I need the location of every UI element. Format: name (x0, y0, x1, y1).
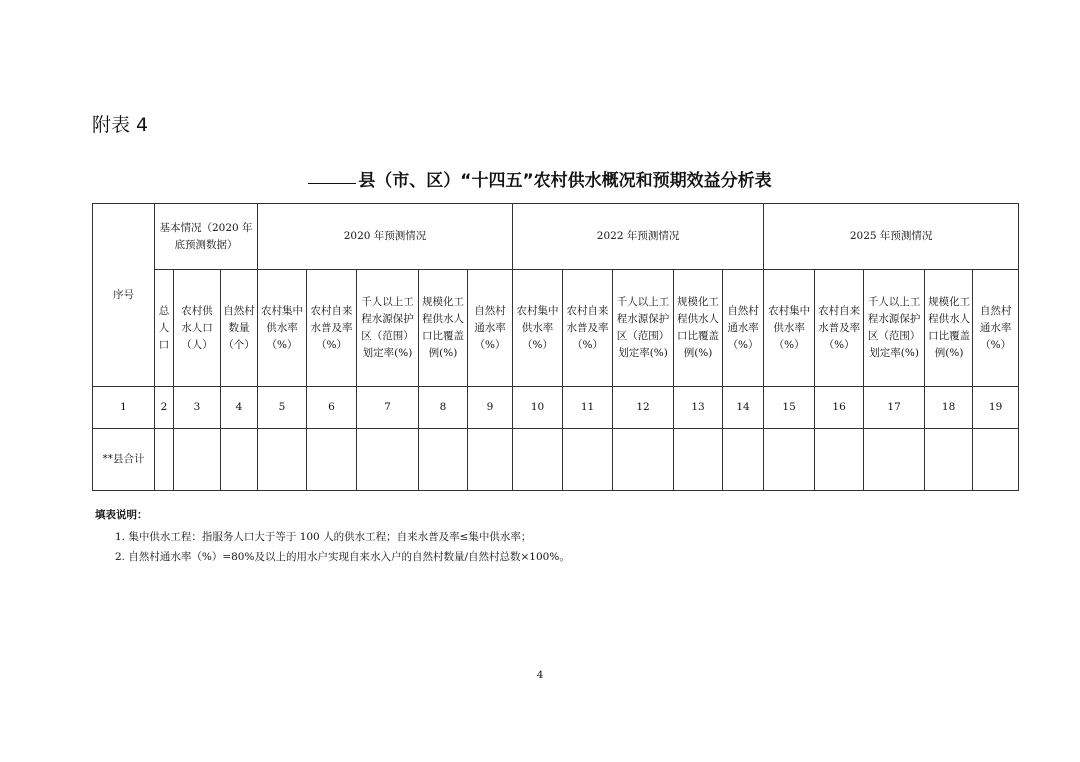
header-2022-tap-water: 农村自来水普及率（%） (563, 270, 613, 387)
header-2025-village-access: 自然村通水率（%） (973, 270, 1019, 387)
header-basic-text: 基本情况（2020 年底预测数据） (159, 221, 253, 251)
header-2022-source-protection: 千人以上工程水源保护区（范围）划定率(%) (613, 270, 674, 387)
col-number: 17 (864, 387, 925, 429)
col-number: 9 (468, 387, 513, 429)
header-2025-tap-water: 农村自来水普及率（%） (815, 270, 864, 387)
table-cell[interactable] (723, 429, 764, 491)
table-cell[interactable] (674, 429, 723, 491)
table-cell[interactable] (973, 429, 1019, 491)
header-2020-source-protection: 千人以上工程水源保护区（范围）划定率(%) (357, 270, 419, 387)
header-2025-source-protection: 千人以上工程水源保护区（范围）划定率(%) (864, 270, 925, 387)
col-number: 8 (419, 387, 468, 429)
col-number: 1 (93, 387, 155, 429)
table-cell[interactable] (864, 429, 925, 491)
header-2022-group: 2022 年预测情况 (513, 204, 764, 270)
table-cell[interactable] (155, 429, 174, 491)
header-row-2 (93, 270, 1019, 387)
table-cell[interactable] (925, 429, 973, 491)
col-number: 5 (258, 387, 307, 429)
header-2025-scale-coverage: 规模化工程供水人口比覆盖例(%) (925, 270, 973, 387)
header-2022-scale-coverage: 规模化工程供水人口比覆盖例(%) (674, 270, 723, 387)
col-number: 6 (307, 387, 357, 429)
col-number: 18 (925, 387, 973, 429)
header-seq: 序号 (93, 204, 155, 387)
col-number: 12 (613, 387, 674, 429)
header-2020-group: 2020 年预测情况 (258, 204, 513, 270)
col-number: 19 (973, 387, 1019, 429)
header-2022-village-access: 自然村通水率（%） (723, 270, 764, 387)
header-2020-scale-coverage: 规模化工程供水人口比覆盖例(%) (419, 270, 468, 387)
header-2020-tap-water: 农村自来水普及率（%） (307, 270, 357, 387)
col-number: 15 (764, 387, 815, 429)
county-total-label: **县合计 (93, 429, 155, 491)
table-cell[interactable] (419, 429, 468, 491)
col-number: 13 (674, 387, 723, 429)
col-number: 10 (513, 387, 563, 429)
page-title (0, 166, 1080, 191)
table-cell[interactable] (174, 429, 221, 491)
note-item: 1. 集中供水工程：指服务人口大于等于 100 人的供水工程；自来水普及率≤集中供水率； (115, 531, 532, 543)
table-cell[interactable] (815, 429, 864, 491)
table-cell[interactable] (357, 429, 419, 491)
col-number: 7 (357, 387, 419, 429)
table-cell[interactable] (563, 429, 613, 491)
title-text: 县（市、区）“十四五”农村供水概况和预期效益分析表 (358, 171, 772, 191)
notes-title: 填表说明： (95, 509, 148, 521)
table-cell[interactable] (307, 429, 357, 491)
table-cell[interactable] (468, 429, 513, 491)
table-cell[interactable] (513, 429, 563, 491)
header-rural-supply-population: 农村供水人口（人） (174, 270, 221, 387)
col-number: 14 (723, 387, 764, 429)
col-number: 2 (155, 387, 174, 429)
title-blank-line (308, 183, 356, 184)
county-total-row (93, 429, 1019, 491)
column-number-row (93, 387, 1019, 429)
col-number: 3 (174, 387, 221, 429)
col-number: 16 (815, 387, 864, 429)
table-cell[interactable] (258, 429, 307, 491)
header-2020-village-access: 自然村通水率（%） (468, 270, 513, 387)
col-number: 11 (563, 387, 613, 429)
table-cell[interactable] (613, 429, 674, 491)
col-number: 4 (221, 387, 258, 429)
header-total-population: 总人口 (155, 270, 174, 387)
header-2020-central-supply: 农村集中供水率（%） (258, 270, 307, 387)
summary-table (92, 203, 1019, 491)
fill-instructions (95, 505, 570, 567)
header-2025-central-supply: 农村集中供水率（%） (764, 270, 815, 387)
header-2025-group: 2025 年预测情况 (764, 204, 1019, 270)
header-2022-central-supply: 农村集中供水率（%） (513, 270, 563, 387)
table-cell[interactable] (764, 429, 815, 491)
page-number: 4 (536, 670, 544, 681)
annex-label: 附表 4 (92, 114, 149, 136)
header-village-count: 自然村数量（个） (221, 270, 258, 387)
table-cell[interactable] (221, 429, 258, 491)
note-item: 2. 自然村通水率（%）=80%及以上的用水户实现自来水入户的自然村数量/自然村总数×100%。 (115, 551, 570, 563)
header-row-1 (93, 204, 1019, 270)
header-basic-group (155, 204, 258, 270)
